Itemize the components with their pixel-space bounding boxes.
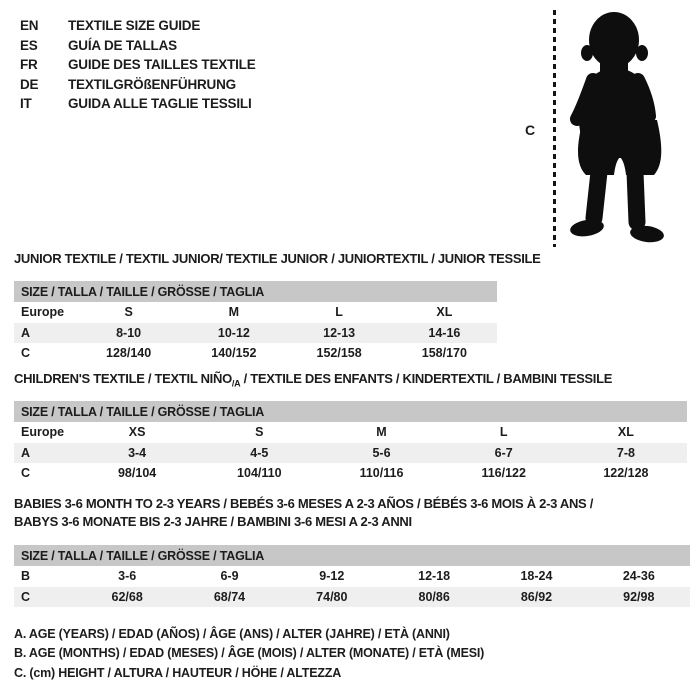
age-cell: 14-16 [428,325,461,340]
size-cell: L [499,425,508,440]
months-cell: 12-18 [418,569,451,584]
language-title: GUIDA ALLE TAGLIE TESSILI [68,96,252,111]
age-cell: 4-5 [250,445,269,460]
babies-heading-line1: BABIES 3-6 MONTH TO 2-3 YEARS / BEBÉS 3-6 MESES A 2-3 AÑOS / BÉBÉS 3-6 MOIS À 2-3 ANS / [14,496,594,511]
age-cell: 8-10 [116,325,142,340]
size-cell: S [124,305,133,320]
babies-heading-line2: BABYS 3-6 MONATE BIS 2-3 JAHRE / BAMBINI 3-6 MESI A 2-3 ANNI [14,514,412,529]
row-label: C [21,589,31,604]
language-list [20,16,256,114]
height-figure [520,6,698,248]
height-cell: 104/110 [237,466,282,481]
months-cell: 3-6 [118,569,137,584]
language-row-fr [20,55,256,75]
language-code: ES [20,37,38,53]
babies-section-heading [14,495,593,531]
months-cell: 9-12 [319,569,345,584]
height-dashed-line [553,10,556,247]
language-row-es [20,36,256,56]
height-cell: 140/152 [211,346,257,361]
toddler-silhouette-icon [562,10,696,246]
height-cell: 128/140 [106,346,152,361]
language-row-de [20,75,256,95]
height-cell: 86/92 [520,589,553,604]
language-code: FR [20,57,38,72]
language-row-it [20,94,256,114]
height-cell: 158/170 [421,346,467,361]
size-table-header: SIZE / TALLA / TAILLE / GRÖSSE / TAGLIA [14,401,687,422]
months-cell: 24-36 [622,569,655,584]
height-measure-label: C [525,122,536,138]
table-row-height [14,343,497,364]
table-row-months [14,566,690,587]
children-section-heading [14,371,612,389]
size-cell: XS [128,425,146,440]
size-cell: L [335,305,343,320]
language-title: GUIDE DES TAILLES TEXTILE [68,57,256,72]
row-label: Europe [21,425,65,440]
size-cell: M [376,425,387,440]
language-code: DE [20,76,39,92]
size-table-header: SIZE / TALLA / TAILLE / GRÖSSE / TAGLIA [14,281,497,302]
size-cell: XL [436,305,453,320]
row-label: A [21,325,31,340]
height-cell: 110/116 [359,466,404,481]
row-label: Europe [21,305,65,320]
language-code: IT [20,96,32,111]
table-row-height [14,463,687,484]
language-code: EN [20,18,39,33]
months-cell: 6-9 [220,569,239,584]
age-cell: 12-13 [323,325,356,340]
children-size-table [14,401,687,484]
children-heading-post: / TEXTILE DES ENFANTS / KINDERTEXTIL / BAMBINI TESSILE [240,371,613,386]
table-row-europe [14,302,497,323]
row-label: A [21,445,31,460]
babies-size-table [14,545,690,607]
children-heading-subscript: /A [231,378,241,389]
age-cell: 10-12 [217,325,250,340]
age-cell: 7-8 [616,445,635,460]
height-cell: 68/74 [213,589,246,604]
table-row-europe [14,422,687,443]
height-cell: 98/104 [117,466,157,481]
height-cell: 62/68 [111,589,143,604]
age-cell: 5-6 [372,445,391,460]
height-cell: 152/158 [316,346,362,361]
measurement-legend [14,625,484,683]
table-row-age [14,443,687,464]
table-row-height [14,587,690,608]
height-cell: 80/86 [418,589,450,604]
language-title: TEXTILGRÖßENFÜHRUNG [68,76,236,92]
size-cell: S [255,425,264,440]
junior-section-heading: JUNIOR TEXTILE / TEXTIL JUNIOR/ TEXTILE JUNIOR / JUNIORTEXTIL / JUNIOR TESSILE [14,251,541,266]
age-cell: 6-7 [494,445,513,460]
height-cell: 116/122 [481,466,526,481]
row-label: B [21,569,31,584]
language-title: TEXTILE SIZE GUIDE [68,18,201,33]
size-cell: XL [617,425,634,440]
size-cell: M [228,305,240,320]
row-label: C [21,346,31,361]
table-row-age [14,323,497,344]
months-cell: 18-24 [520,569,553,584]
children-heading-pre: CHILDREN'S TEXTILE / TEXTIL NIÑO [14,371,232,386]
size-table-header: SIZE / TALLA / TAILLE / GRÖSSE / TAGLIA [14,545,690,566]
language-row-en [20,16,256,36]
height-cell: 74/80 [316,589,348,604]
junior-size-table [14,281,497,364]
legend-age-months: B. AGE (MONTHS) / EDAD (MESES) / ÂGE (MOIS) / ALTER (MONATE) / ETÀ (MESI) [14,646,485,661]
age-cell: 3-4 [128,445,147,460]
row-label: C [21,466,31,481]
legend-age-years: A. AGE (YEARS) / EDAD (AÑOS) / ÂGE (ANS) / ALTER (JAHRE) / ETÀ (ANNI) [14,627,450,641]
language-title: GUÍA DE TALLAS [68,37,177,53]
height-cell: 92/98 [623,589,655,604]
height-cell: 122/128 [603,466,649,481]
legend-height-cm: C. (cm) HEIGHT / ALTURA / HAUTEUR / HÖHE / ALTEZZA [14,665,342,680]
